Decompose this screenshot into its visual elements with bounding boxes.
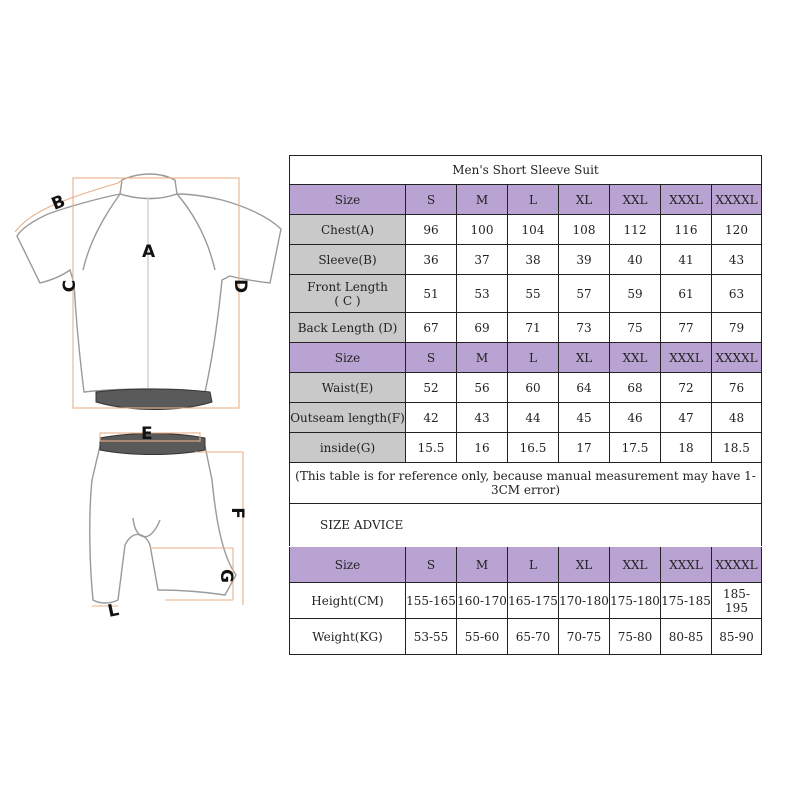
dim-label-e: E	[141, 424, 153, 444]
row-label: Back Length (D)	[290, 313, 406, 343]
shorts-outline	[90, 442, 236, 604]
table-cell: 185-195	[712, 583, 762, 619]
garment-outline-svg	[0, 0, 285, 800]
table-cell: 120	[712, 215, 762, 245]
table-note: (This table is for reference only, because manual measurement may have 1-3CM error)	[290, 463, 762, 504]
table-cell: 77	[661, 313, 712, 343]
table-cell: 38	[508, 245, 559, 275]
table-cell: 17.5	[610, 433, 661, 463]
row-label-line: ( C )	[334, 293, 361, 308]
row-label: Chest(A)	[290, 215, 406, 245]
table-cell: 18	[661, 433, 712, 463]
size-header-cell: XXXXL	[712, 343, 762, 373]
table-cell: 80-85	[661, 619, 712, 655]
table-row	[290, 619, 762, 655]
table-row	[290, 433, 762, 463]
dim-label-c: C	[60, 279, 81, 293]
dim-label-l: L	[106, 600, 121, 622]
row-label: Height(CM)	[290, 583, 406, 619]
table-cell: 44	[508, 403, 559, 433]
garment-diagram	[0, 0, 285, 800]
row-label-line: Front Length	[307, 279, 388, 294]
dim-label-f: F	[226, 507, 247, 519]
size-header-cell: M	[457, 343, 508, 373]
table-cell: 42	[406, 403, 457, 433]
table-cell: 65-70	[508, 619, 559, 655]
table-cell: 59	[610, 275, 661, 313]
table-cell: 170-180	[559, 583, 610, 619]
size-header-cell: XXXL	[661, 185, 712, 215]
size-header-cell: XXXXL	[712, 547, 762, 583]
row-label: Waist(E)	[290, 373, 406, 403]
dim-label-a: A	[142, 242, 156, 262]
size-header-label: Size	[290, 547, 406, 583]
size-chart-table	[289, 155, 762, 655]
size-header-cell: S	[406, 547, 457, 583]
table-cell: 75-80	[610, 619, 661, 655]
table-cell: 165-175	[508, 583, 559, 619]
table-cell: 41	[661, 245, 712, 275]
table-cell: 72	[661, 373, 712, 403]
table-cell: 85-90	[712, 619, 762, 655]
table-cell: 61	[661, 275, 712, 313]
table-cell: 108	[559, 215, 610, 245]
table-cell: 45	[559, 403, 610, 433]
size-header-cell: XL	[559, 343, 610, 373]
table-cell: 53-55	[406, 619, 457, 655]
table-cell: 52	[406, 373, 457, 403]
size-header-cell: XXL	[610, 547, 661, 583]
size-header-row	[290, 343, 762, 373]
table-cell: 160-170	[457, 583, 508, 619]
table-cell: 43	[457, 403, 508, 433]
note-row	[290, 463, 762, 504]
row-label: Weight(KG)	[290, 619, 406, 655]
size-header-cell: S	[406, 343, 457, 373]
table-row	[290, 275, 762, 313]
table-row	[290, 215, 762, 245]
table-cell: 43	[712, 245, 762, 275]
table-cell: 175-185	[661, 583, 712, 619]
row-label: inside(G)	[290, 433, 406, 463]
size-header-cell: M	[457, 185, 508, 215]
table-cell: 40	[610, 245, 661, 275]
size-header-row	[290, 547, 762, 583]
table-cell: 17	[559, 433, 610, 463]
size-header-cell: XL	[559, 185, 610, 215]
table-row	[290, 373, 762, 403]
table-row	[290, 313, 762, 343]
table-cell: 55	[508, 275, 559, 313]
size-header-label: Size	[290, 343, 406, 373]
table-cell: 155-165	[406, 583, 457, 619]
table-cell: 68	[610, 373, 661, 403]
dim-label-d: D	[230, 278, 251, 294]
table-cell: 76	[712, 373, 762, 403]
jersey-hem-band	[96, 389, 212, 410]
table-cell: 16	[457, 433, 508, 463]
table-title: Men's Short Sleeve Suit	[290, 156, 762, 185]
size-header-cell: L	[508, 185, 559, 215]
table-cell: 175-180	[610, 583, 661, 619]
table-cell: 112	[610, 215, 661, 245]
table-cell: 100	[457, 215, 508, 245]
size-header-cell: L	[508, 343, 559, 373]
table-cell: 18.5	[712, 433, 762, 463]
table-cell: 55-60	[457, 619, 508, 655]
table-cell: 57	[559, 275, 610, 313]
table-cell: 116	[661, 215, 712, 245]
table-cell: 56	[457, 373, 508, 403]
table-cell: 64	[559, 373, 610, 403]
size-header-row	[290, 185, 762, 215]
table-row	[290, 403, 762, 433]
table-cell: 48	[712, 403, 762, 433]
table-cell: 36	[406, 245, 457, 275]
size-header-cell: XXXL	[661, 547, 712, 583]
table-cell: 79	[712, 313, 762, 343]
table-cell: 37	[457, 245, 508, 275]
table-cell: 39	[559, 245, 610, 275]
table-cell: 53	[457, 275, 508, 313]
table-cell: 69	[457, 313, 508, 343]
size-header-cell: XXL	[610, 185, 661, 215]
size-header-cell: M	[457, 547, 508, 583]
table-cell: 16.5	[508, 433, 559, 463]
table-cell: 104	[508, 215, 559, 245]
row-label: Outseam length(F)	[290, 403, 406, 433]
size-header-cell: XXXL	[661, 343, 712, 373]
table-cell: 15.5	[406, 433, 457, 463]
dim-label-g: G	[215, 569, 236, 583]
table-cell: 75	[610, 313, 661, 343]
table-cell: 73	[559, 313, 610, 343]
table-cell: 67	[406, 313, 457, 343]
size-header-cell: S	[406, 185, 457, 215]
size-header-cell: L	[508, 547, 559, 583]
table-cell: 60	[508, 373, 559, 403]
size-header-label: Size	[290, 185, 406, 215]
advice-title-row	[290, 504, 762, 547]
row-label: Sleeve(B)	[290, 245, 406, 275]
table-cell: 63	[712, 275, 762, 313]
row-label	[290, 275, 406, 313]
size-header-cell: XXXXL	[712, 185, 762, 215]
table-cell: 47	[661, 403, 712, 433]
table-cell: 46	[610, 403, 661, 433]
table-cell: 71	[508, 313, 559, 343]
table-cell: 51	[406, 275, 457, 313]
table-row	[290, 583, 762, 619]
table-cell: 96	[406, 215, 457, 245]
size-header-cell: XXL	[610, 343, 661, 373]
table-row	[290, 245, 762, 275]
table-cell: 70-75	[559, 619, 610, 655]
size-advice-title: SIZE ADVICE	[290, 504, 762, 547]
dim-label-b: B	[48, 191, 69, 215]
size-header-cell: XL	[559, 547, 610, 583]
